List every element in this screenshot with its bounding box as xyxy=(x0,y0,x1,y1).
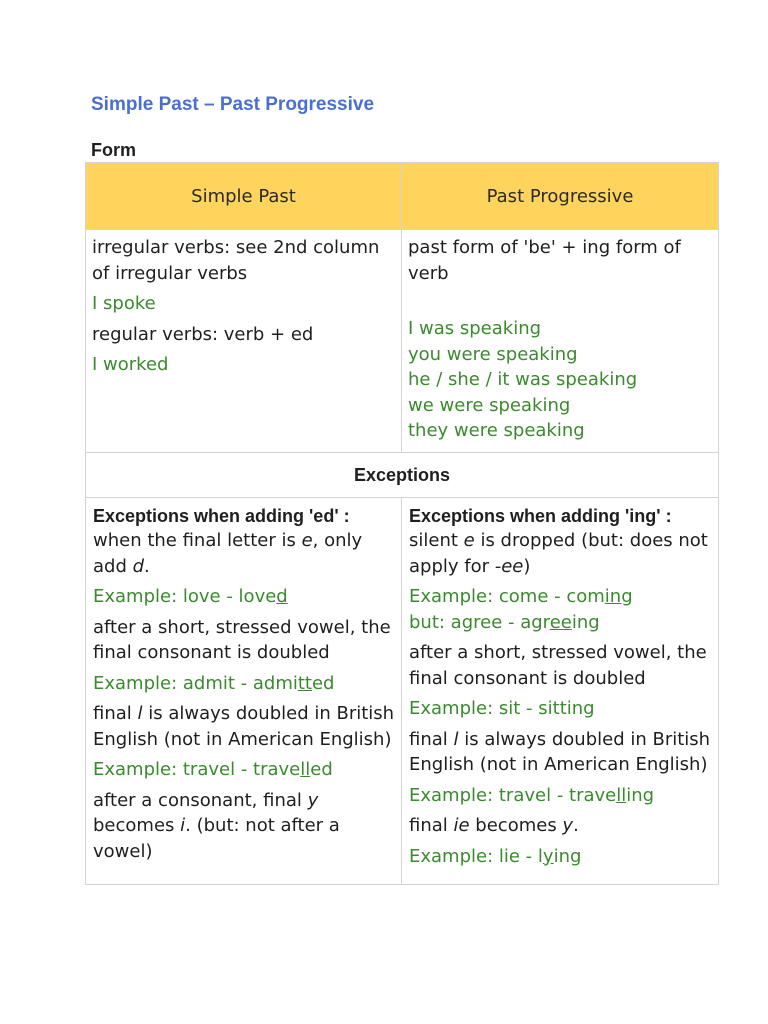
irregular-example: I spoke xyxy=(92,293,156,314)
exceptions-heading: Exceptions xyxy=(86,453,719,498)
header-past-progressive: Past Progressive xyxy=(402,163,719,230)
ing-exceptions-cell xyxy=(402,498,719,885)
ed-rule-2: after a short, stressed vowel, the final consonant is doubled xyxy=(93,616,391,663)
ing-rule-4: final ie becomes y. xyxy=(409,815,579,836)
progressive-rule: past form of 'be' + ing form of verb xyxy=(408,237,681,284)
ing-rule-3: final l is always doubled in British English (not in American English) xyxy=(409,728,711,775)
ed-example-2: Example: admit - admitted xyxy=(93,672,335,694)
ing-rule-2: after a short, stressed vowel, the final consonant is doubled xyxy=(409,642,707,689)
ed-example-1: Example: love - loved xyxy=(93,586,288,607)
ed-rule-4: after a consonant, final y becomes i. (but: not after a vowel) xyxy=(93,789,340,862)
progressive-example: you were speaking xyxy=(408,343,578,365)
page-title: Simple Past – Past Progressive xyxy=(91,94,375,115)
exceptions-detail-row xyxy=(86,498,719,885)
progressive-example: he / she / it was speaking xyxy=(408,369,638,390)
ed-exceptions-heading: Exceptions when adding 'ed' : xyxy=(93,506,350,526)
simple-past-form-cell xyxy=(86,230,402,453)
ing-exceptions-heading: Exceptions when adding 'ing' : xyxy=(409,506,672,526)
ing-example-1b: but: agree - agreeing xyxy=(409,611,600,633)
progressive-example: we were speaking xyxy=(408,394,571,416)
ing-example-3: Example: travel - travelling xyxy=(409,784,655,806)
table-header-row xyxy=(86,163,719,230)
ed-example-3: Example: travel - travelled xyxy=(93,759,333,780)
regular-example: I worked xyxy=(92,354,169,375)
form-row xyxy=(86,230,719,453)
regular-rule: regular verbs: verb + ed xyxy=(92,323,314,345)
past-progressive-form-cell xyxy=(402,230,719,453)
progressive-example: I was speaking xyxy=(408,318,542,339)
ed-exceptions-cell xyxy=(86,498,402,885)
grammar-table xyxy=(85,162,719,885)
ed-rule-1: when the final letter is e, only add d. xyxy=(93,530,363,577)
ing-example-4: Example: lie - lying xyxy=(409,845,582,867)
form-section-label: Form xyxy=(91,140,136,160)
progressive-example: they were speaking xyxy=(408,420,585,441)
ing-example-2: Example: sit - sitting xyxy=(409,698,595,719)
ing-example-1: Example: come - coming xyxy=(409,586,633,607)
ing-rule-1: silent e is dropped (but: does not apply for -ee) xyxy=(409,530,708,577)
ed-rule-3: final l is always doubled in British English (not in American English) xyxy=(93,703,395,750)
exceptions-row xyxy=(86,453,719,498)
header-simple-past: Simple Past xyxy=(86,163,402,230)
irregular-rule: irregular verbs: see 2nd column of irregular verbs xyxy=(92,237,380,284)
